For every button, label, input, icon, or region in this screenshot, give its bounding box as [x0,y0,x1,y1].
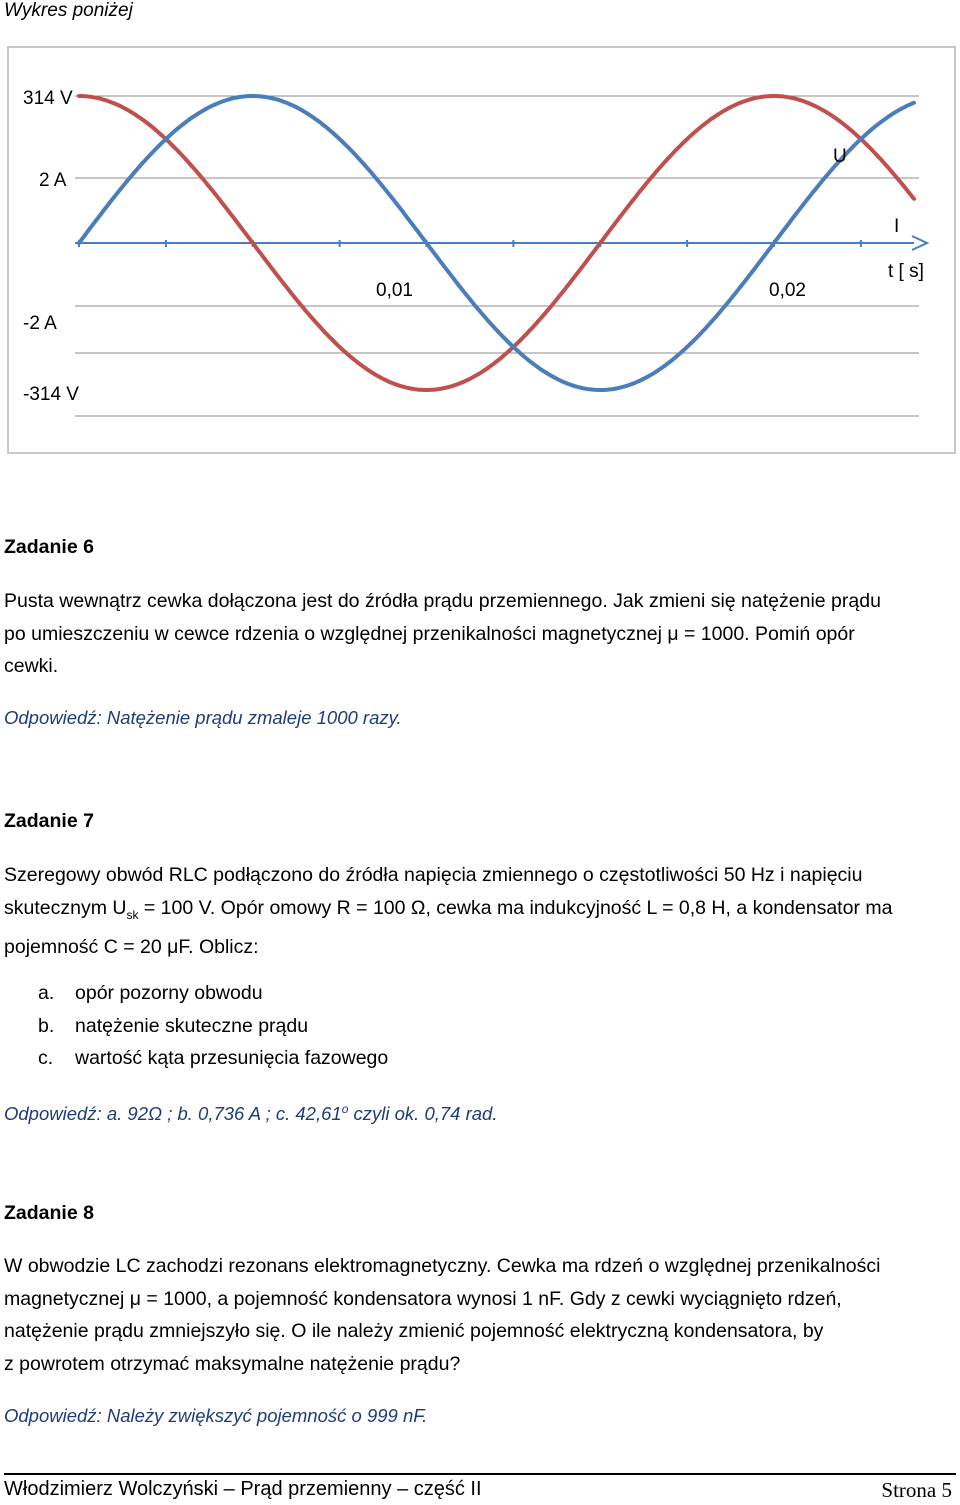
list-text: wartość kąta przesunięcia fazowego [75,1047,389,1069]
zadanie7-body [4,859,954,963]
list-letter: c. [38,1047,54,1069]
x-axis-arrow [912,236,927,250]
x-tick-label-002: 0,02 [769,280,806,301]
zadanie8-answer: Odpowiedź: Należy zwiększyć pojemność o 999 nF. [4,1405,428,1426]
x-tick-label-001: 0,01 [376,280,413,301]
zadanie7-answer [4,1093,954,1131]
y-tick-label-314v: 314 V [23,88,73,109]
x-axis-label: t [ s] [888,261,924,282]
chart-plot [9,48,954,452]
zadanie7-line-part: skutecznym U [4,896,127,919]
answer-part: Odpowiedź: a. 92Ω ; b. 0,736 A ; c. 42,61 [4,1103,342,1125]
list-item [38,1042,388,1075]
list-letter: b. [38,1014,55,1037]
intro-text: Wykres poniżej [4,0,133,21]
chart-frame [7,46,956,454]
series-label-u: U [833,146,847,167]
zadanie7-line: Szeregowy obwód RLC podłączono do źródła napięcia zmiennego o częstotliwości 50 Hz i napięciu [4,864,863,886]
footer-divider [4,1473,956,1475]
list-item [38,1010,388,1043]
zadanie8-line: magnetycznej μ = 1000, a pojemność kondensatora wynosi 1 nF. Gdy z cewki wyciągnięto rdzeń, [4,1287,842,1310]
series-label-i: I [894,216,900,237]
footer-author-title: Włodzimierz Wolczyński – Prąd przemienny – część II [4,1478,482,1500]
zadanie7-line-part: = 100 V. Opór omowy R = 100 Ω, cewka ma indukcyjność L = 0,8 H, a kondensator ma [138,896,893,919]
zadanie6-line: Pusta wewnątrz cewka dołączona jest do źródła prądu przemiennego. Jak zmieni się natężenie prądu [4,590,881,612]
zadanie8-line: W obwodzie LC zachodzi rezonans elektromagnetyczny. Cewka ma rdzeń o względnej przenikalności [4,1255,881,1277]
list-text: natężenie skuteczne prądu [75,1014,309,1037]
zadanie6-title: Zadanie 6 [4,536,94,558]
zadanie6-body [4,585,954,683]
page-number: Strona 5 [881,1478,952,1502]
zadanie7-title: Zadanie 7 [4,810,94,832]
y-tick-label-neg314v: -314 V [23,384,79,405]
zadanie6-line: po umieszczeniu w cewce rdzenia o względnej przenikalności magnetycznej μ = 1000. Pomiń opór [4,622,855,645]
zadanie8-line: z powrotem otrzymać maksymalne natężenie prądu? [4,1352,461,1375]
zadanie7-list [38,977,388,1075]
zadanie8-body [4,1250,954,1380]
degree-superscript: o [341,1102,349,1116]
subscript-sk: sk [126,907,139,922]
zadanie6-line: cewki. [4,655,59,677]
answer-part: czyli ok. 0,74 rad. [348,1103,498,1125]
zadanie8-line: natężenie prądu zmniejszyło się. O ile należy zmienić pojemność elektryczną kondensatora, by [4,1320,824,1342]
zadanie6-answer: Odpowiedź: Natężenie prądu zmaleje 1000 razy. [4,707,402,728]
list-letter: a. [38,982,55,1004]
list-item [38,977,388,1010]
y-tick-label-neg2a: -2 A [23,313,57,334]
list-text: opór pozorny obwodu [75,982,263,1004]
zadanie7-line: pojemność C = 20 μF. Oblicz: [4,935,259,958]
zadanie7-line [4,892,954,931]
y-tick-label-2a: 2 A [39,170,67,191]
zadanie8-title: Zadanie 8 [4,1202,94,1224]
